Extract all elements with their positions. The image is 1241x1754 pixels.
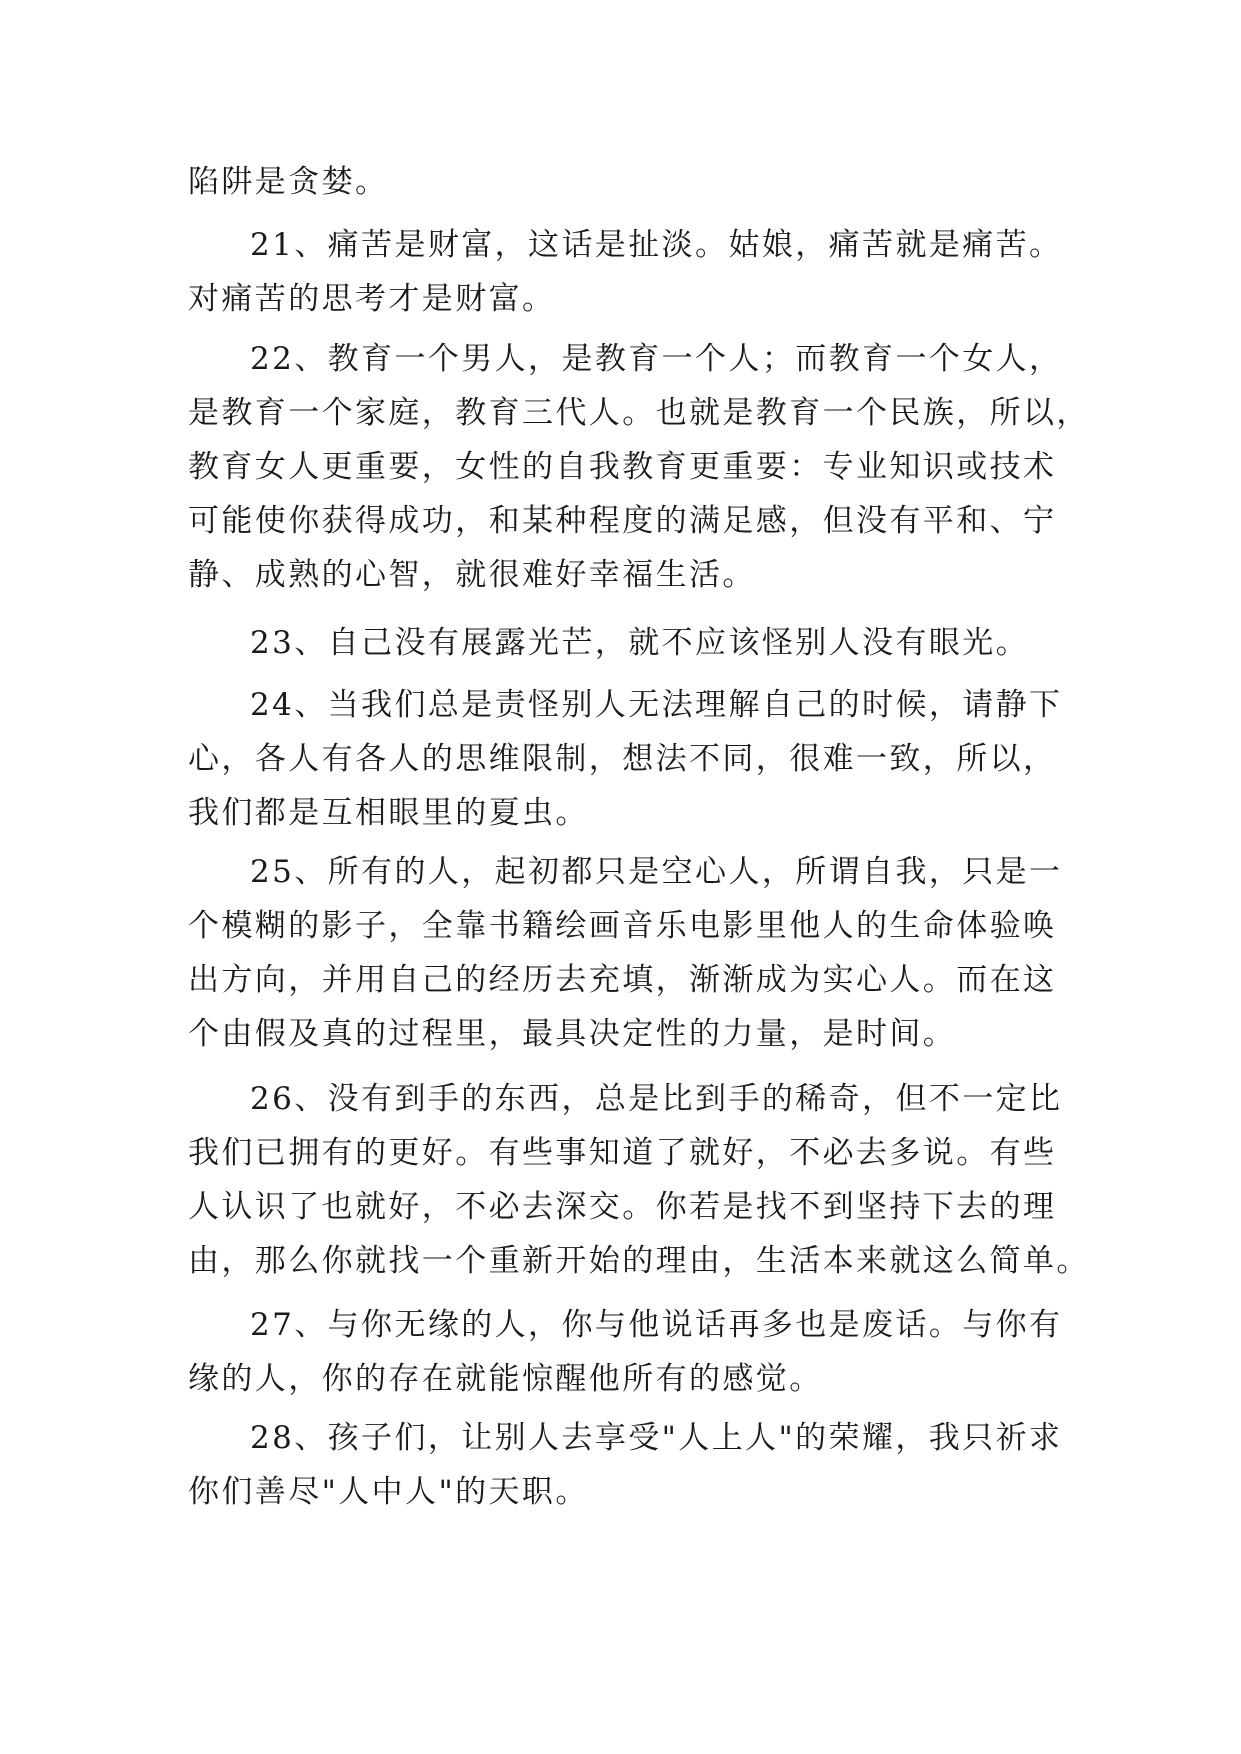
text-line: 23、自己没有展露光芒，就不应该怪别人没有眼光。 <box>250 625 1030 661</box>
paragraph-20-tail <box>188 155 1068 209</box>
text-line: 26、没有到手的东西，总是比到手的稀奇，但不一定比 <box>250 1081 1063 1117</box>
text-line: 28、孩子们，让别人去享受"人上人"的荣耀，我只祈求 <box>250 1420 1063 1456</box>
paragraph-26 <box>188 1072 1090 1288</box>
text-line: 25、所有的人，起初都只是空心人，所谓自我，只是一 <box>250 854 1063 890</box>
text-line: 由，那么你就找一个重新开始的理由，生活本来就这么简单。 <box>188 1243 1090 1279</box>
text-line: 缘的人，你的存在就能惊醒他所有的感觉。 <box>188 1361 823 1397</box>
text-line: 21、痛苦是财富，这话是扯淡。姑娘，痛苦就是痛苦。 <box>250 227 1063 263</box>
paragraph-25 <box>188 845 1068 1061</box>
text-line: 是教育一个家庭，教育三代人。也就是教育一个民族，所以， <box>188 395 1090 431</box>
text-line: 我们已拥有的更好。有些事知道了就好，不必去多说。有些 <box>188 1135 1057 1171</box>
text-line: 出方向，并用自己的经历去充填，渐渐成为实心人。而在这 <box>188 962 1057 998</box>
text-line: 22、教育一个男人，是教育一个人；而教育一个女人， <box>250 341 1063 377</box>
text-line: 静、成熟的心智，就很难好幸福生活。 <box>188 557 756 593</box>
text-line: 你们善尽"人中人"的天职。 <box>188 1474 589 1510</box>
text-line: 我们都是互相眼里的夏虫。 <box>188 795 589 831</box>
paragraph-24 <box>188 678 1068 840</box>
paragraph-23 <box>188 616 1068 670</box>
text-line: 27、与你无缘的人，你与他说话再多也是废话。与你有 <box>250 1307 1063 1343</box>
text-line: 对痛苦的思考才是财富。 <box>188 281 556 317</box>
text-line: 24、当我们总是责怪别人无法理解自己的时候，请静下 <box>250 687 1063 723</box>
text-line: 心，各人有各人的思维限制，想法不同，很难一致，所以， <box>188 741 1057 777</box>
text-line: 教育女人更重要，女性的自我教育更重要：专业知识或技术 <box>188 449 1057 485</box>
text-line: 个由假及真的过程里，最具决定性的力量，是时间。 <box>188 1016 957 1052</box>
text-line: 陷阱是贪婪。 <box>188 164 389 200</box>
text-line: 人认识了也就好，不必去深交。你若是找不到坚持下去的理 <box>188 1189 1057 1225</box>
text-line: 可能使你获得成功，和某种程度的满足感，但没有平和、宁 <box>188 503 1057 539</box>
paragraph-27 <box>188 1298 1068 1406</box>
paragraph-28 <box>188 1411 1068 1519</box>
text-line: 个模糊的影子，全靠书籍绘画音乐电影里他人的生命体验唤 <box>188 908 1057 944</box>
paragraph-21 <box>188 218 1068 326</box>
paragraph-22 <box>188 332 1090 602</box>
